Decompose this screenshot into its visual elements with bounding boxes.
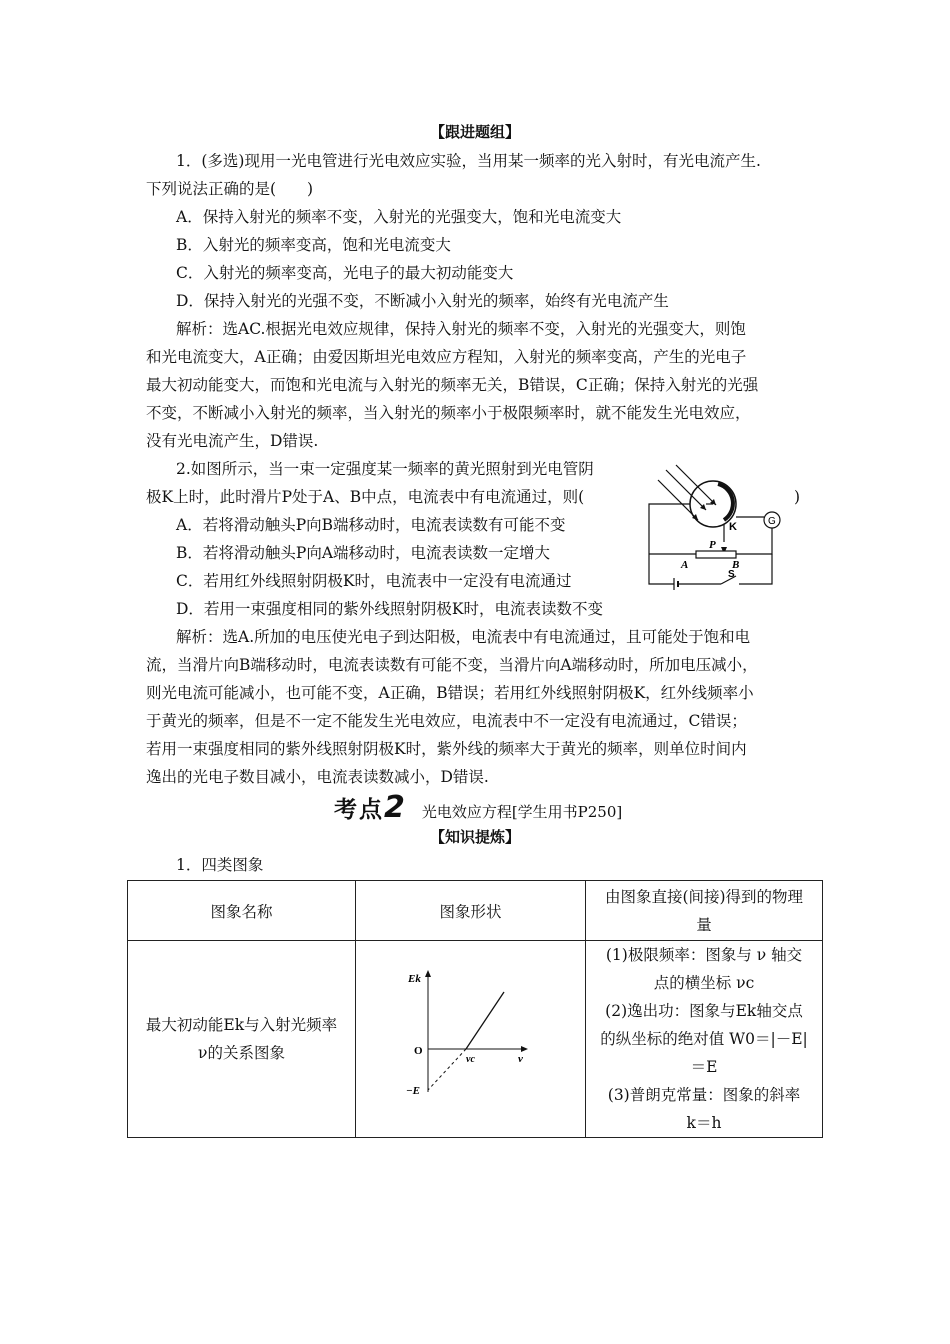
q2-option-a: A．若将滑动触头P向B端移动时，电流表读数有可能不变 xyxy=(176,516,566,534)
wire xyxy=(649,554,674,584)
section-heading xyxy=(334,791,622,829)
header-cell-name xyxy=(128,881,356,941)
row1-info-cell xyxy=(586,941,823,1138)
row1-name-cell xyxy=(128,941,356,1138)
label-s: S xyxy=(728,569,735,580)
q1-option-a: A．保持入射光的频率不变，入射光的光强变大，饱和光电流变大 xyxy=(176,208,622,226)
light-ray xyxy=(676,465,716,505)
graph-types-table xyxy=(127,880,823,1138)
wire xyxy=(739,554,772,584)
info-line: (1)极限频率：图象与 ν 轴交 xyxy=(605,946,803,964)
info-line: 的纵坐标的绝对值 W0＝|－E| xyxy=(600,1030,808,1048)
nu-c-label: νc xyxy=(465,1054,475,1065)
q2-analysis-line1: 解析：选A.所加的电压使光电子到达阳极，电流表中有电流通过，且可能处于饱和电 xyxy=(176,628,751,646)
q2-stem-line1: 2.如图所示，当一束一定强度某一频率的黄光照射到光电管阴 xyxy=(176,460,594,478)
row1-name-line1: 最大初动能Ek与入射光频率 xyxy=(145,1016,338,1034)
section-title: 光电效应方程[学生用书P250] xyxy=(421,803,623,821)
info-line: (3)普朗克常量：图象的斜率 xyxy=(607,1086,801,1104)
q1-stem-line2: 下列说法正确的是( ) xyxy=(146,180,314,198)
q1-analysis-line3: 最大初动能变大，而饱和光电流与入射光的频率无关，B错误，C正确；保持入射光的光强 xyxy=(146,376,759,394)
header-cell-shape xyxy=(356,881,586,941)
q1-option-b: B．入射光的频率变高，饱和光电流变大 xyxy=(176,236,451,254)
row1-graph-cell xyxy=(356,941,586,1138)
row1-name-line2: ν的关系图象 xyxy=(198,1044,285,1062)
q1-analysis-line4: 不变，不断减小入射光的频率，当入射光的频率小于极限频率时，就不能发生光电效应， xyxy=(146,404,751,422)
q2-option-c: C．若用红外线照射阴极K时，电流表中一定没有电流通过 xyxy=(176,572,572,590)
info-line: k＝h xyxy=(686,1114,722,1132)
header-quantity-line1: 由图象直接(间接)得到的物理 xyxy=(604,887,804,906)
label-k: K xyxy=(729,521,737,533)
kaodian-label: 考点 xyxy=(334,797,384,823)
table-row xyxy=(128,941,823,1138)
q2-stem-paren-close: ) xyxy=(794,488,801,506)
q2-option-b: B．若将滑动触头P向A端移动时，电流表读数一定增大 xyxy=(176,544,551,562)
q2-option-d: D．若用一束强度相同的紫外线照射阴极K时，电流表读数不变 xyxy=(176,600,604,618)
label-p: P xyxy=(709,539,716,551)
q1-option-c: C．入射光的频率变高，光电子的最大初动能变大 xyxy=(176,264,514,282)
item1-heading: 1．四类图象 xyxy=(176,856,264,874)
header-shape: 图象形状 xyxy=(439,902,502,921)
follow-group-heading: 【跟进题组】 xyxy=(429,123,520,141)
q1-analysis-line5: 没有光电流产生，D错误. xyxy=(146,432,319,450)
label-a: A xyxy=(681,559,689,571)
label-g: G xyxy=(768,516,776,527)
ek-nu-graph xyxy=(406,964,536,1114)
header-cell-quantity xyxy=(586,881,823,941)
q1-analysis-line2: 和光电流变大，A正确；由爱因斯坦光电效应方程知，入射光的频率变高，产生的光电子 xyxy=(146,348,747,366)
info-line: ＝E xyxy=(690,1058,718,1076)
info-line: (2)逸出功：图象与Ek轴交点 xyxy=(605,1002,803,1020)
photoelectric-circuit-diagram xyxy=(636,462,786,592)
info-line: 点的横坐标 νc xyxy=(653,974,755,992)
q2-analysis-line3: 则光电流可能减小，也可能不变，A正确，B错误；若用红外线照射阴极K，红外线频率小 xyxy=(146,684,754,702)
q2-analysis-line4: 于黄光的频率，但是不一定不能发生光电效应，电流表中不一定没有电流通过，C错误； xyxy=(146,712,747,730)
q1-analysis-line1: 解析：选AC.根据光电效应规律，保持入射光的频率不变，入射光的光强变大，则饱 xyxy=(176,320,746,338)
origin-label: O xyxy=(413,1045,423,1057)
x-axis-label: ν xyxy=(517,1053,523,1065)
label-b: B xyxy=(732,559,740,571)
y-axis-label: Ek xyxy=(407,973,421,985)
header-quantity-line2: 量 xyxy=(696,915,712,934)
kaodian-number: 2 xyxy=(384,790,407,825)
header-name: 图象名称 xyxy=(210,902,273,921)
neg-e-label: −E xyxy=(405,1085,420,1097)
q1-stem-line1: 1．(多选)现用一光电管进行光电效应实验，当用某一频率的光入射时，有光电流产生. xyxy=(176,152,761,170)
q2-analysis-line2: 流，当滑片向B端移动时，电流表读数有可能不变，当滑片向A端移动时，所加电压减小， xyxy=(146,656,758,674)
q2-analysis-line6: 逸出的光电子数目减小，电流表读数减小，D错误. xyxy=(146,768,489,786)
q2-analysis-line5: 若用一束强度相同的紫外线照射阴极K时，紫外线的频率大于黄光的频率，则单位时间内 xyxy=(146,740,747,758)
y-axis-arrow-icon xyxy=(425,970,431,977)
ek-line xyxy=(466,992,504,1049)
ek-line-extension xyxy=(428,1049,466,1090)
table-header-row xyxy=(128,881,823,941)
q1-option-d: D．保持入射光的光强不变，不断减小入射光的频率，始终有光电流产生 xyxy=(176,292,669,310)
q2-stem-line2: 极K上时，此时滑片P处于A、B中点，电流表中有电流通过，则( xyxy=(146,488,585,506)
knowledge-heading: 【知识提炼】 xyxy=(429,828,520,846)
wire xyxy=(649,504,690,554)
rheostat xyxy=(696,551,736,558)
x-axis-arrow-icon xyxy=(521,1046,528,1052)
